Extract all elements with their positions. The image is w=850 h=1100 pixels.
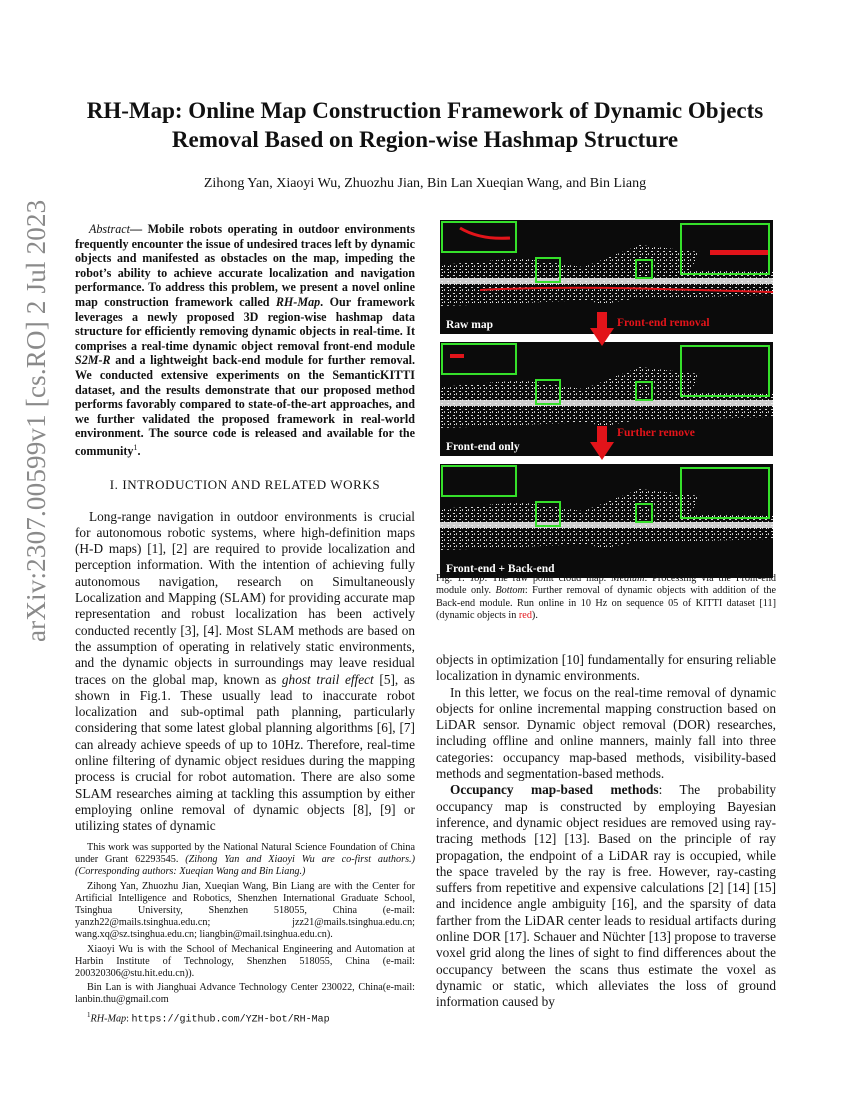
abstract-name-rhmap: RH-Map: [275, 294, 321, 309]
arrow-label-further-remove: Further remove: [617, 427, 695, 439]
caption-top-text: : The raw point cloud map.: [484, 573, 612, 584]
abstract: [75, 222, 415, 459]
abstract-text-2: . Our framework leverages a newly proposed 3D region-wise hashmap data structure for efficiently removing dynamic objects in real-time. It comprises a real-time dynamic object removal front-end module: [75, 294, 415, 353]
caption-bottom: Bottom: [495, 585, 525, 597]
footnote-funding-italic: (Zihong Yan and Xiaoyi Wu are co-first authors.) (Corresponding authors: Xueqian Wang and Bin Liang.): [75, 854, 415, 878]
caption-bottom-text: : Further removal of dynamic objects with addition of the Back-end module. Run online in 10 Hz on sequence 05 of KITTI dataset [11] (dynamic objects in: [436, 585, 776, 621]
caption-medium-text: : Processing via the Front-end module only.: [436, 573, 777, 597]
intro-p3-text: : The probability occupancy map is constructed by employing Bayesian inference, and dynamic object residues are removed using ray-tracing methods [12] [13]. Based on the principle of ray propagation, the endpoint of a LiDAR ray is occupied, while the space traveled by the ray is free. However, ray-casting suffers from repetitive and expensive calculations [2] [14] [15] and incidence angle ambiguity [16], and the sparsity of data farther from the LiDAR center leads to residual artifacts during online DOR [17]. Schauer and Nüchter [13] propose to traverse voxel grid along the lines of sight to find differences about the occupancy between the scans thus estimate the voxel as dynamic or static, which alleviates the loss of ground information caused by: [436, 782, 777, 1010]
arrow-down-icon: [590, 426, 614, 460]
intro-p1-text-b: [5], as shown in Fig.1. These usually lead to inaccurate robot localization and sub-optimal path planning, particularly considering that some latest global planning algorithms [6], [7] can already achieve speeds of up to 10Hz. Therefore, real-time online filtering of dynamic object residues during the mapping process is crucial for robot automation. There are also some SLAM researches aiming at tackling this assumption by either employing online removal of dynamic objects [8], [9] or utilizing states of dynamic: [75, 671, 415, 834]
abstract-name-s2mr: S2M-R: [75, 353, 111, 368]
footnote-affiliation-3: Bin Lan is with Jianghuai Advance Technology Center 230022, China(e-mail: lanbin.thu@gmail.com: [75, 982, 415, 1006]
arxiv-identifier: arXiv:2307.00599v1 [cs.RO] 2 Jul 2023: [21, 199, 51, 642]
abstract-end: .: [137, 443, 141, 458]
footnote-affiliation-2: Xiaoyi Wu is with the School of Mechanical Engineering and Automation at Harbin Institute of Technology, Shenzhen 518055, China (e-mail: 200320306@stu.hit.edu.cn)).: [75, 943, 415, 980]
caption-end: ).: [531, 609, 538, 621]
caption-red-word: red: [518, 609, 532, 621]
figure-1: [440, 220, 773, 586]
footnote-funding: [75, 842, 415, 879]
right-column: [436, 652, 776, 1011]
left-column: [75, 222, 415, 834]
abstract-text-1: — Mobile robots operating in outdoor environments frequently encounter the issue of undesired traces left by dynamic objects and manifested as obstacles on the map, impeding the robot’s ability to achieve accurate localization and navigation performance. To address this problem, we present a novel online map construction framework called: [75, 222, 415, 309]
abstract-text-3: and a lightweight back-end module for further removal. We conducted extensive experiments on the SemanticKITTI dataset, and the results demonstrate that our proposed method performs favorably compared to state-of-the-art approaches, and we further validated the proposed framework in real-world environment. The source code is released and available for the community: [75, 353, 415, 458]
footnote-code-label: RH-Map: [90, 1013, 127, 1025]
abstract-footnote-mark: 1: [133, 442, 138, 452]
footnotes: [75, 842, 415, 1028]
figure-panel-front-back: [440, 464, 773, 578]
intro-paragraph-2: In this letter, we focus on the real-time removal of dynamic objects for online incremental mapping construction based on LiDAR sensor. Dynamic object removal (DOR) researches, including offline and online manners, mainly fall into three categories: occupancy map-based methods, visibility-based methods and segmentation-based methods.: [436, 684, 776, 782]
title-line-2: Removal Based on Region-wise Hashmap Structure: [171, 127, 679, 152]
arrow-down-icon: [590, 312, 614, 346]
footnote-code-url[interactable]: https://github.com/YZH-bot/RH-Map: [131, 1014, 330, 1026]
title-line-1: RH-Map: Online Map Construction Framework of Dynamic Objects: [86, 98, 764, 123]
abstract-lead: Abstract: [89, 222, 130, 236]
raw-map-label: Raw map: [446, 319, 493, 331]
footnote-code-mark: 1: [87, 1010, 91, 1019]
intro-p1-text-a: Long-range navigation in outdoor environments is crucial for autonomous robotic systems, where high-definition maps (H-D maps) [1], [2] are required to provide localization and perception information. With the intention of achieving fully autonomous navigation, research on Simultaneously Localization and Mapping (SLAM) for providing accurate map representation and robust localization has been actively conducted recently [3], [4]. Most SLAM methods are based on the assumption of operating in relatively static environments, and the dynamic objects in surroundings may leave residual traces on the global map, known as: [75, 508, 415, 687]
section-heading: I. INTRODUCTION AND RELATED WORKS: [109, 476, 381, 492]
intro-paragraph-3: [436, 782, 776, 1010]
front-back-image: [440, 464, 773, 578]
footnote-code-link: $^1$RH-Map: https://github.com/YZH-bot/RH-Map: [87, 1010, 330, 1026]
footnote-affiliation-1: Zihong Yan, Zhuozhu Jian, Xueqian Wang, Bin Liang are with the Center for Artificial Intelligence and Robotics, Shenzhen International Graduate School, Tsinghua University, Shenzhen 518055, China (e-mail: yanzh22@mails.tsinghua.edu.cn; jzz21@mails.tsinghua.edu.cn; wang.xq@sz.tsinghua.edu.cn; liangbin@mail.tsinghua.edu.cn).: [75, 880, 415, 941]
caption-prefix: Fig. 1.: [436, 573, 465, 584]
footnote-funding-text: This work was supported by the National Natural Science Foundation of China under Grant 62293545.: [75, 842, 415, 866]
author-list: Zihong Yan, Xiaoyi Wu, Zhuozhu Jian, Bin Lan Xueqian Wang, and Bin Liang: [203, 176, 647, 191]
front-end-label: Front-end only: [446, 441, 520, 453]
arrow-label-front-end-removal: Front-end removal: [617, 317, 710, 329]
caption-top: Top: [469, 573, 485, 584]
caption-medium: Medium: [611, 573, 645, 584]
intro-paragraph-1: [75, 509, 415, 835]
front-back-label: Front-end + Back-end: [446, 563, 555, 575]
figure-caption: [436, 573, 776, 622]
intro-p1-italic: ghost trail effect: [281, 671, 374, 687]
intro-paragraph-1-continued: objects in optimization [10] fundamentally for ensuring reliable localization in dynamic environments.: [436, 652, 776, 684]
paper-title: [75, 96, 775, 154]
paragraph-heading-occupancy: Occupancy map-based methods: [450, 782, 659, 798]
